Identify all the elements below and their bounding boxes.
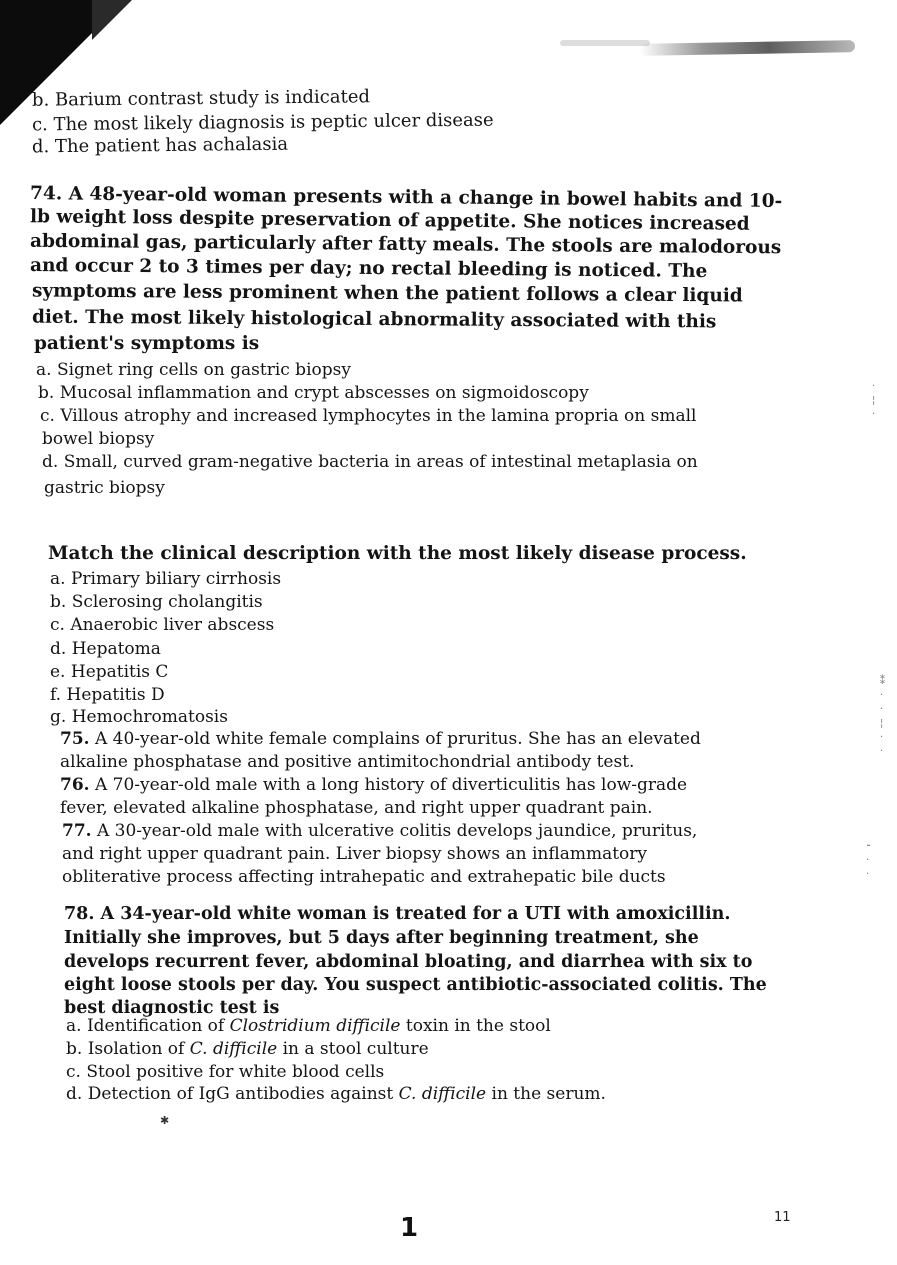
q74-option-d-cont: gastric biopsy [44,478,165,498]
handwritten-mark: 1 [400,1213,419,1243]
q78-stem-line: best diagnostic test is [64,998,280,1018]
q74-stem-line: lb weight loss despite preservation of appetite. She notices increased [29,206,750,235]
scan-noise: ⁃ · · [866,841,871,880]
item-text: A 40-year-old white female complains of pruritus. She has an elevated [94,729,701,749]
q78-stem-line: develops recurrent fever, abdominal bloating, and diarrhea with six to [64,952,753,972]
match-item-77-cont: and right upper quadrant pain. Liver biopsy shows an inflammatory [62,844,648,864]
q74-stem-line: symptoms are less prominent when the patient follows a clear liquid [31,280,743,307]
organism-name: C. difficile [398,1084,487,1104]
q74-option-d: d. Small, curved gram-negative bacteria in areas of intestinal metaplasia on [42,452,698,472]
item-number: 77. [62,821,92,841]
option-text: in a stool culture [277,1039,429,1059]
prev-option-d: d. The patient has achalasia [31,133,289,158]
q74-option-c: c. Villous atrophy and increased lymphocytes in the lamina propria on small [40,406,697,426]
q74-stem-line: patient's symptoms is [34,333,260,354]
match-choice-e: e. Hepatitis C [50,662,169,682]
item-text: A 70-year-old male with a long history of diverticulitis has low-grade [94,775,688,795]
match-heading: Match the clinical description with the most likely disease process. [48,543,747,564]
scan-noise: ✱ [160,1114,170,1127]
match-item-75-cont: alkaline phosphatase and positive antimitochondrial antibody test. [60,752,635,772]
match-item-76 [60,774,687,796]
q74-option-c-cont: bowel biopsy [42,429,155,449]
match-choice-d: d. Hepatoma [50,639,161,659]
item-number: 75. [60,729,90,749]
q78-stem-line: 78. A 34-year-old white woman is treated for a UTI with amoxicillin. [64,904,731,924]
q74-stem-line: and occur 2 to 3 times per day; no rectal bleeding is noticed. The [29,255,708,282]
option-text: in the serum. [486,1084,606,1104]
q78-option-c [66,1061,384,1083]
scan-smudge-light [560,40,650,46]
option-text: c. Stool positive for white blood cells [66,1062,385,1082]
scan-noise: ⁑ · · ¦ · · [880,676,885,757]
q74-option-a: a. Signet ring cells on gastric biopsy [36,360,351,380]
q78-stem-line: Initially she improves, but 5 days after beginning treatment, she [64,928,699,948]
match-item-77 [62,820,697,842]
scan-smudge [640,40,855,56]
q74-stem-line: diet. The most likely histological abnormality associated with this [31,306,717,333]
prev-option-b: b. Barium contrast study is indicated [31,86,371,111]
q74-stem-line: abdominal gas, particularly after fatty meals. The stools are malodorous [29,230,782,259]
match-choice-g: g. Hemochromatosis [50,707,228,727]
match-choice-f: f. Hepatitis D [50,685,165,705]
match-item-75 [60,728,701,750]
match-choice-c: c. Anaerobic liver abscess [50,615,275,635]
q78-option-a [66,1015,551,1037]
match-choice-a: a. Primary biliary cirrhosis [50,569,282,589]
match-item-77-cont: obliterative process affecting intrahepatic and extrahepatic bile ducts [62,867,666,887]
q78-stem-line: eight loose stools per day. You suspect antibiotic-associated colitis. The [64,975,767,995]
option-text: d. Detection of IgG antibodies against [66,1084,399,1104]
option-text: b. Isolation of [66,1039,190,1059]
q78-option-b [66,1038,429,1060]
match-item-76-cont: fever, elevated alkaline phosphatase, and right upper quadrant pain. [60,798,653,818]
organism-name: Clostridium difficile [229,1016,401,1036]
prev-option-c: c. The most likely diagnosis is peptic ulcer disease [31,109,494,136]
item-text: A 30-year-old male with ulcerative colitis develops jaundice, pruritus, [96,821,698,841]
q78-option-d [66,1083,606,1105]
q74-stem-line: 74. A 48-year-old woman presents with a change in bowel habits and 10- [29,183,783,212]
page-number: 11 [774,1210,791,1225]
scan-noise: · ¦ · [872,381,876,420]
scan-corner-shadow-2 [92,0,132,40]
option-text: toxin in the stool [400,1016,551,1036]
organism-name: C. difficile [189,1039,278,1059]
match-choice-b: b. Sclerosing cholangitis [50,592,263,612]
q74-option-b: b. Mucosal inflammation and crypt abscesses on sigmoidoscopy [38,383,589,403]
item-number: 76. [60,775,90,795]
option-text: a. Identification of [66,1016,230,1036]
